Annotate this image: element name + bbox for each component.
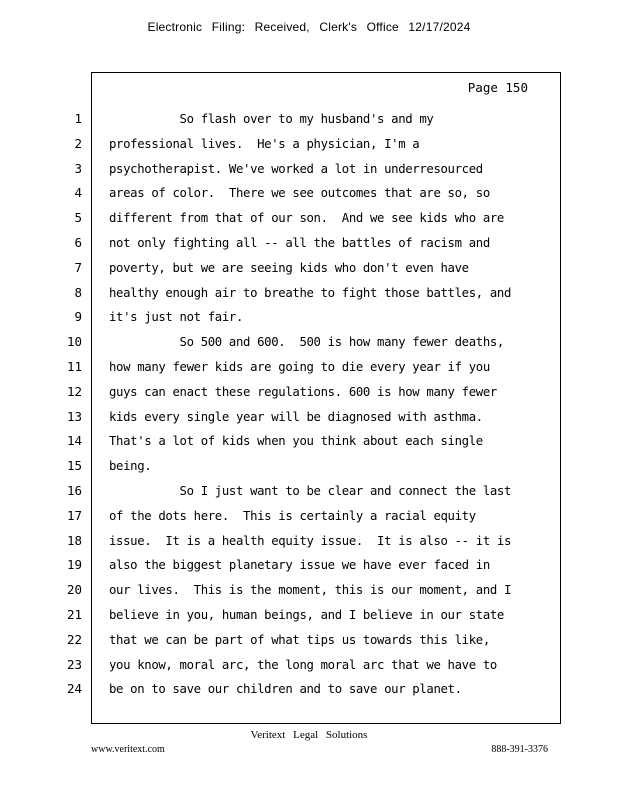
transcript-line: be on to save our children and to save our planet. bbox=[109, 682, 462, 697]
footer-phone: 888-391-3376 bbox=[491, 744, 548, 755]
line-number: 17 bbox=[66, 507, 82, 523]
transcript-line: believe in you, human beings, and I believe in our state bbox=[109, 607, 504, 622]
transcript-line: different from that of our son. And we see kids who are bbox=[109, 211, 504, 226]
footer-website: www.veritext.com bbox=[91, 744, 165, 755]
line-number: 3 bbox=[74, 160, 82, 176]
line-number: 4 bbox=[74, 185, 82, 201]
line-number: 20 bbox=[66, 582, 82, 598]
transcript-line: guys can enact these regulations. 600 is how many fewer bbox=[109, 384, 497, 399]
line-number: 19 bbox=[66, 557, 82, 573]
line-number: 18 bbox=[66, 532, 82, 548]
transcript-line: you know, moral arc, the long moral arc that we have to bbox=[109, 657, 497, 672]
transcript-line: psychotherapist. We've worked a lot in underresourced bbox=[109, 161, 483, 176]
line-number: 10 bbox=[66, 334, 82, 350]
transcript-line: kids every single year will be diagnosed with asthma. bbox=[109, 409, 483, 424]
transcript-line: So 500 and 600. 500 is how many fewer deaths, bbox=[109, 335, 504, 350]
transcript-body bbox=[109, 109, 549, 704]
line-number: 11 bbox=[66, 358, 82, 374]
transcript-line: healthy enough air to breathe to fight those battles, and bbox=[109, 285, 512, 300]
line-number: 21 bbox=[66, 606, 82, 622]
line-number: 14 bbox=[66, 433, 82, 449]
line-number: 9 bbox=[74, 309, 82, 325]
transcript-line: That's a lot of kids when you think about each single bbox=[109, 434, 483, 449]
line-number: 24 bbox=[66, 681, 82, 697]
filing-stamp: Electronic Filing: Received, Clerk's Office 12/17/2024 bbox=[147, 20, 471, 34]
transcript-line: issue. It is a health equity issue. It is also -- it is bbox=[109, 533, 512, 548]
line-number: 22 bbox=[66, 631, 82, 647]
transcript-line: So flash over to my husband's and my bbox=[109, 112, 434, 126]
line-number: 8 bbox=[74, 284, 82, 300]
line-number: 2 bbox=[74, 135, 82, 151]
line-number: 1 bbox=[74, 111, 82, 126]
line-number: 12 bbox=[66, 383, 82, 399]
transcript-line: our lives. This is the moment, this is our moment, and I bbox=[109, 583, 512, 598]
transcript-line: areas of color. There we see outcomes that are so, so bbox=[109, 186, 490, 201]
transcript-line: professional lives. He's a physician, I'm a bbox=[109, 136, 420, 151]
transcript-line: that we can be part of what tips us towards this like, bbox=[109, 632, 490, 647]
line-number: 13 bbox=[66, 408, 82, 424]
line-number: 7 bbox=[74, 259, 82, 275]
transcript-line: also the biggest planetary issue we have ever faced in bbox=[109, 558, 490, 573]
transcript-line: So I just want to be clear and connect the last bbox=[109, 483, 512, 498]
transcript-line: of the dots here. This is certainly a racial equity bbox=[109, 508, 476, 523]
page-number: Page 150 bbox=[467, 80, 528, 95]
line-number: 15 bbox=[66, 458, 82, 474]
line-number: 23 bbox=[66, 656, 82, 672]
line-number: 16 bbox=[66, 482, 82, 498]
line-number: 6 bbox=[74, 234, 82, 250]
footer-company: Veritext Legal Solutions bbox=[250, 729, 368, 741]
transcript-line: being. bbox=[109, 459, 152, 474]
transcript-line: how many fewer kids are going to die every year if you bbox=[109, 359, 490, 374]
transcript-line: not only fighting all -- all the battles of racism and bbox=[109, 235, 490, 250]
transcript-line: it's just not fair. bbox=[109, 310, 244, 325]
transcript-line: poverty, but we are seeing kids who don't even have bbox=[109, 260, 469, 275]
line-number-column bbox=[60, 109, 82, 704]
line-number: 5 bbox=[74, 210, 82, 226]
